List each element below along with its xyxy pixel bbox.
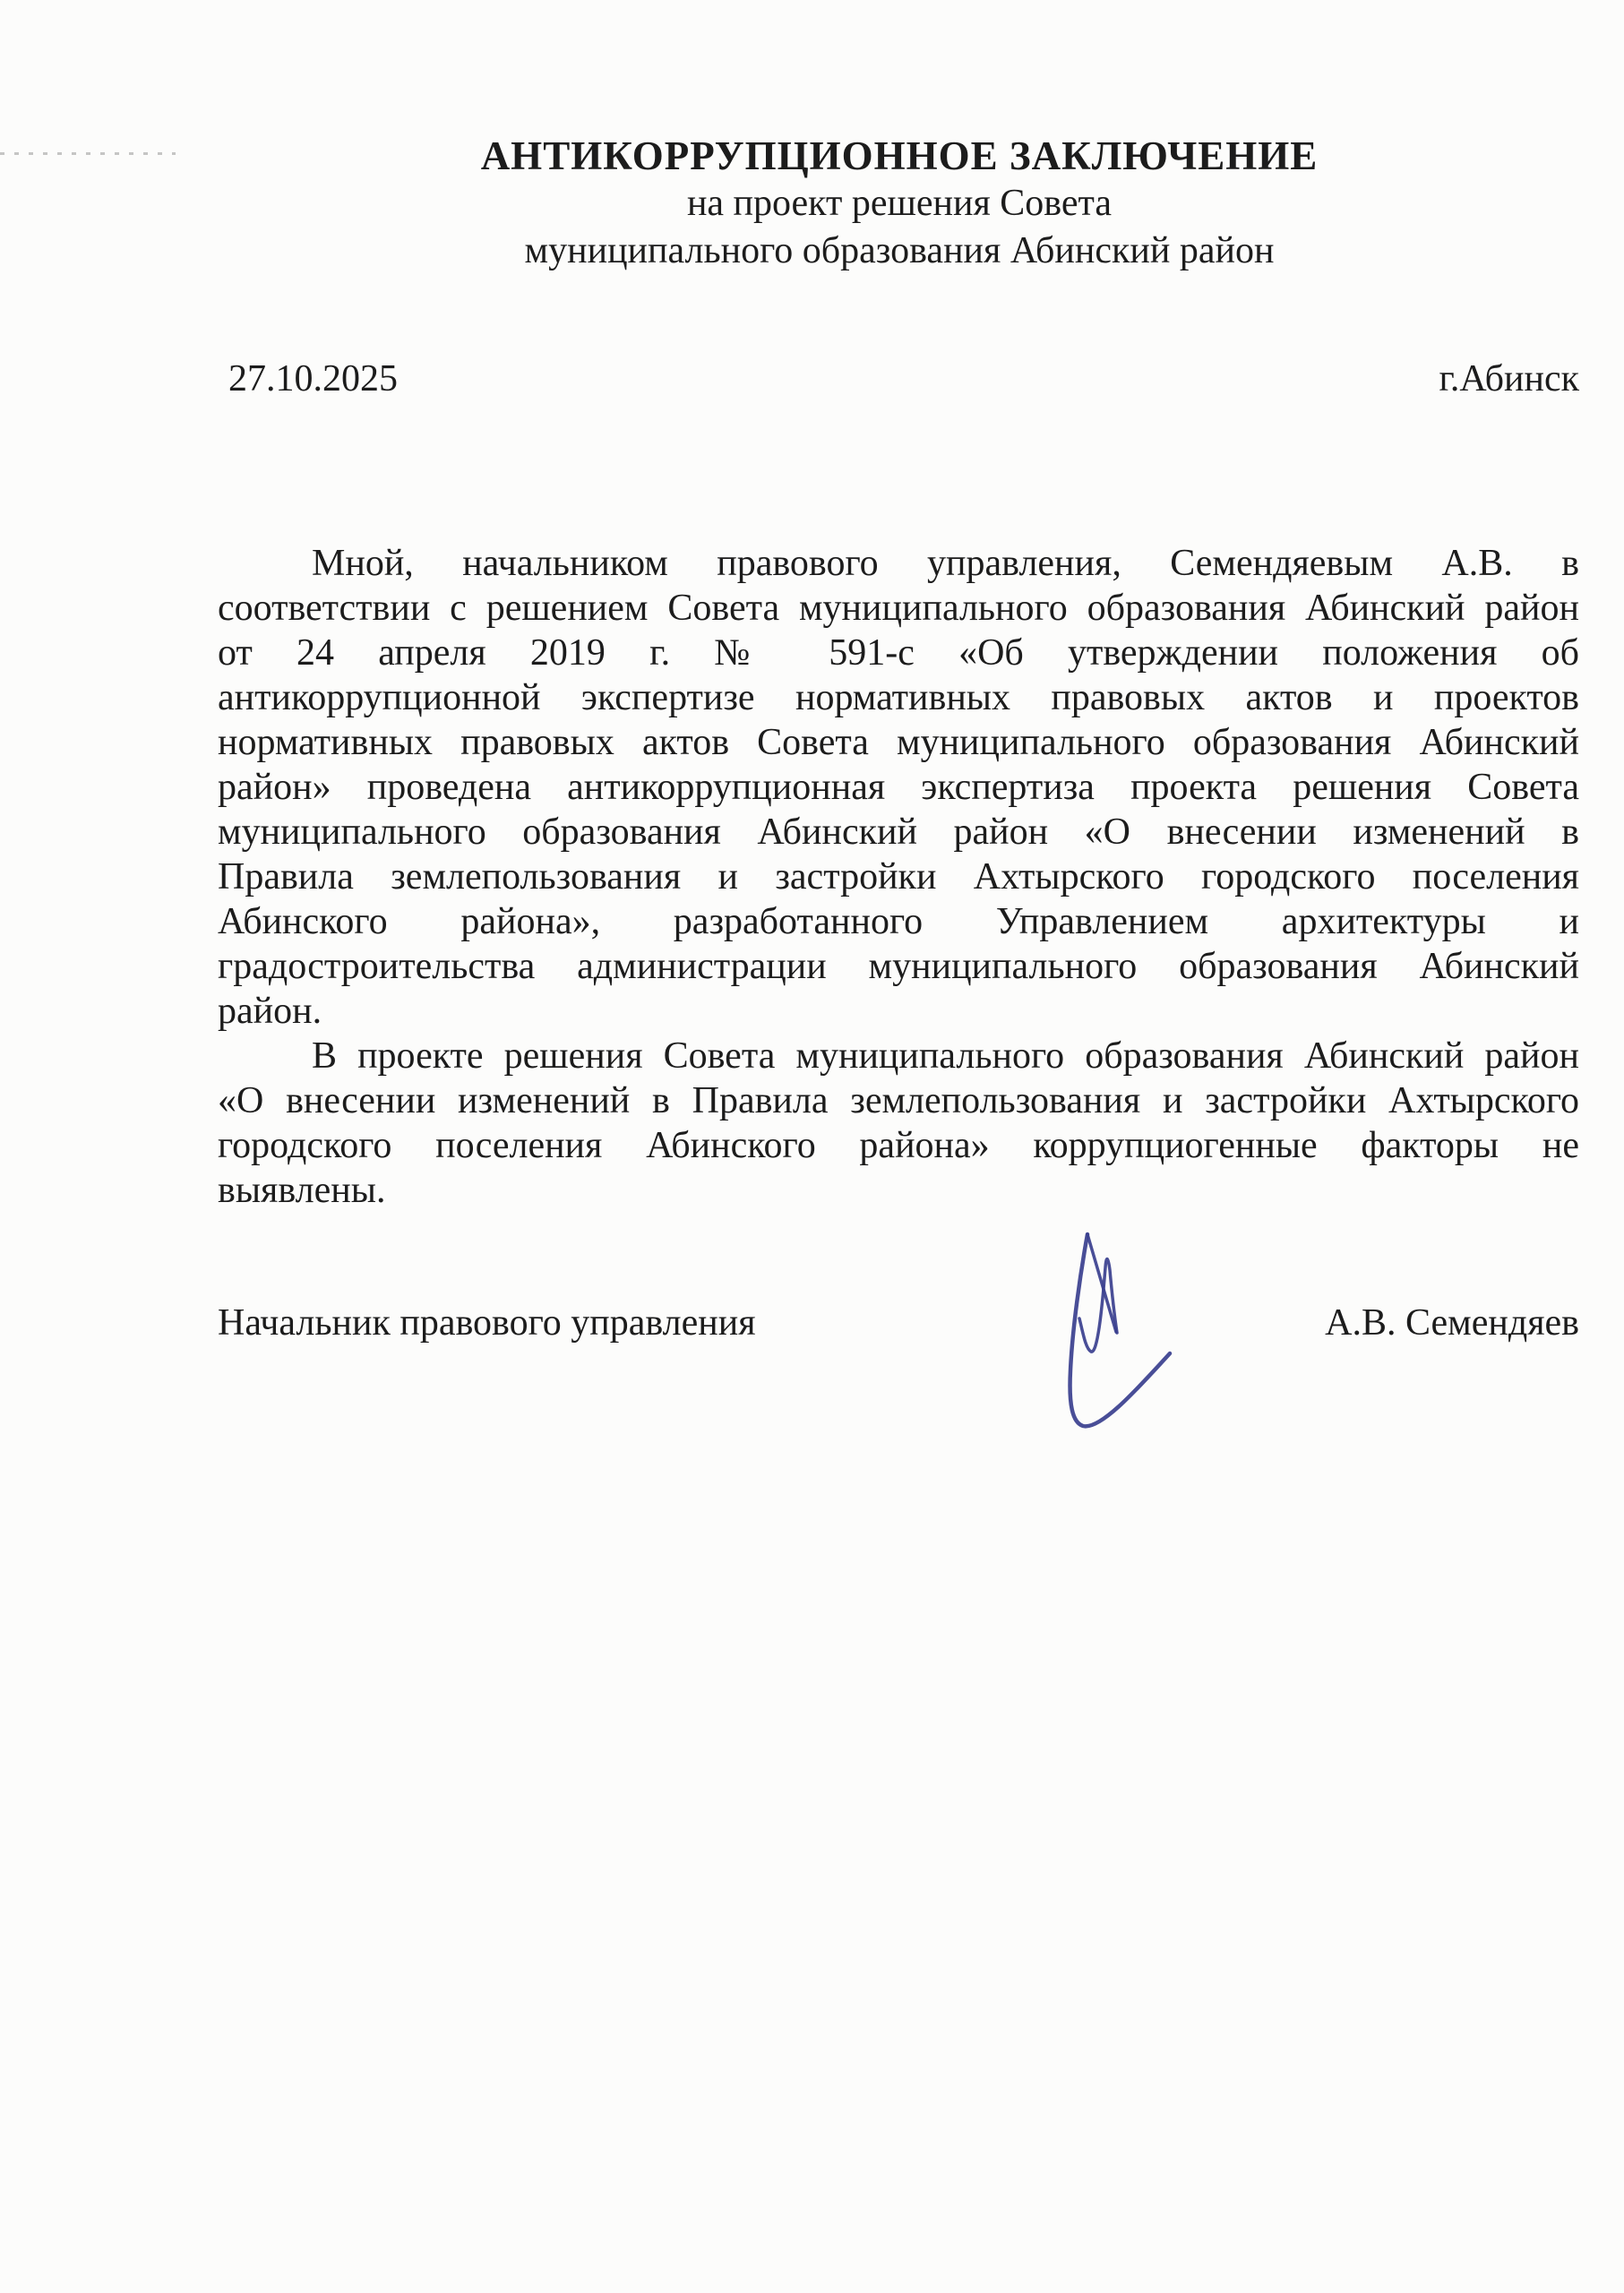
body-line: район» проведена антикоррупционная экспертиза проекта решения Совета bbox=[218, 767, 1579, 808]
document-title bbox=[219, 133, 1579, 275]
title-main: АНТИКОРРУПЦИОННОЕ ЗАКЛЮЧЕНИЕ bbox=[480, 133, 1319, 178]
body-line: Мной, начальником правового управления, Семендяевым А.В. в bbox=[312, 543, 1579, 584]
document-body bbox=[218, 541, 1579, 1213]
signature-row bbox=[218, 1301, 1579, 1345]
body-line: антикоррупционной экспертизе нормативных правовых актов и проектов bbox=[218, 677, 1579, 718]
signatory-position: Начальник правового управления bbox=[218, 1302, 756, 1344]
date-row bbox=[228, 356, 1579, 401]
body-line: от 24 апреля 2019 г. № 591-с «Об утверждении положения об bbox=[218, 632, 1579, 674]
body-line: выявлены. bbox=[218, 1170, 386, 1211]
body-line: соответствии с решением Совета муниципального образования Абинский район bbox=[218, 588, 1579, 629]
body-line: муниципального образования Абинский район «О внесении изменений в bbox=[218, 812, 1579, 853]
title-sub-2: муниципального образования Абинский район bbox=[524, 230, 1275, 271]
scan-artifact-line bbox=[0, 152, 176, 155]
body-line: Абинского района», разработанного Управлением архитектуры и bbox=[218, 901, 1579, 942]
title-sub-1: на проект решения Совета bbox=[686, 183, 1113, 224]
body-line: градостроительства администрации муниципального образования Абинский bbox=[218, 946, 1579, 987]
document-date: 27.10.2025 bbox=[228, 358, 398, 399]
body-line: нормативных правовых актов Совета муниципального образования Абинский bbox=[218, 722, 1579, 763]
body-line: В проекте решения Совета муниципального образования Абинский район bbox=[312, 1035, 1579, 1077]
signatory-name: А.В. Семендяев bbox=[1325, 1302, 1579, 1344]
document-city: г.Абинск bbox=[1439, 358, 1579, 399]
body-line: «О внесении изменений в Правила землепользования и застройки Ахтырского bbox=[218, 1080, 1579, 1121]
body-line: Правила землепользования и застройки Ахтырского городского поселения bbox=[218, 856, 1579, 897]
body-line: городского поселения Абинского района» коррупциогенные факторы не bbox=[218, 1125, 1579, 1166]
body-line: район. bbox=[218, 991, 322, 1032]
